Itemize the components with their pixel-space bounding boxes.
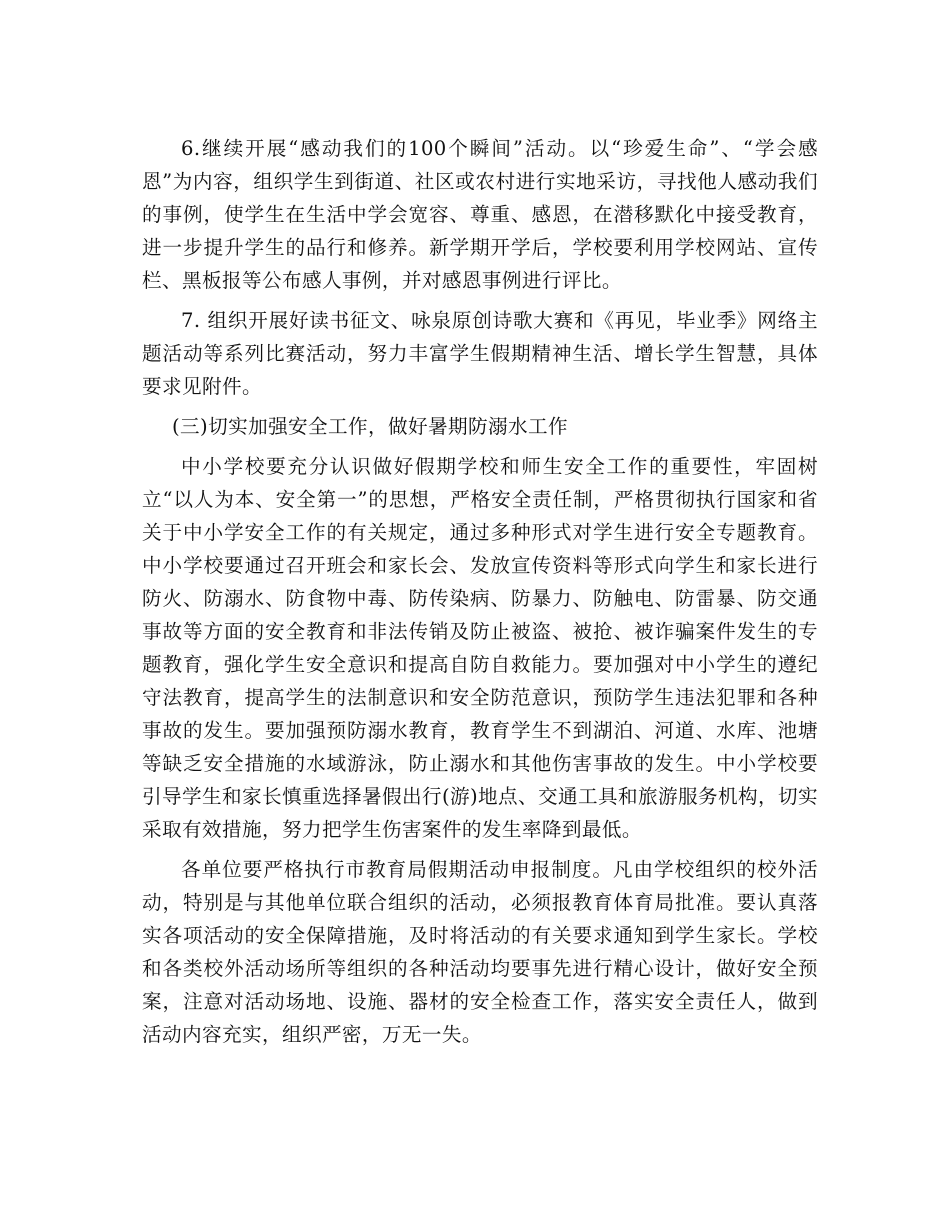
paragraph-activity-approval: 各单位要严格执行市教育局假期活动申报制度。凡由学校组织的校外活动，特别是与其他单位联合组织的活动，必须报教育体育局批准。要认真落实各项活动的安全保障措施，及时将活动的有关要求通知到学生家长。学校和各类校外活动场所等组织的各种活动均要事先进行精心设计，做好安全预案，注意对活动场地、设施、器材的安全检查工作，落实安全责任人，做到活动内容充实，组织严密，万无一失。 [142,858,818,1046]
paragraph-safety-education: 中小学校要充分认识做好假期学校和师生安全工作的重要性，牢固树立“以人为本、安全第一”的思想，严格安全责任制，严格贯彻执行国家和省关于中小学安全工作的有关规定，通过多种形式对学生进行安全专题教育。中小学校要通过召开班会和家长会、发放宣传资料等形式向学生和家长进行防火、防溺水、防食物中毒、防传染病、防暴力、防触电、防雷暴、防交通事故等方面的安全教育和非法传销及防止被盗、被抢、被诈骗案件发生的专题教育，强化学生安全意识和提高自防自救能力。要加强对中小学生的遵纪守法教育，提高学生的法制意识和安全防范意识，预防学生违法犯罪和各种事故的发生。要加强预防溺水教育，教育学生不到湖泊、河道、水库、池塘等缺乏安全措施的水域游泳，防止溺水和其他伤害事故的发生。中小学校要引导学生和家长慎重选择暑假出行(游)地点、交通工具和旅游服务机构，切实采取有效措施，努力把学生伤害案件的发生率降到最低。 [142,455,818,841]
section-heading-safety: (三)切实加强安全工作，做好暑期防溺水工作 [172,415,568,438]
paragraph-item-7: 7. 组织开展好读书征文、咏泉原创诗歌大赛和《再见，毕业季》网络主题活动等系列比赛活动，努力丰富学生假期精神生活、增长学生智慧，具体要求见附件。 [142,309,818,398]
document-body [142,132,818,1058]
paragraph-item-6: 6.继续开展“感动我们的100个瞬间”活动。以“珍爱生命”、“学会感恩”为内容，组织学生到街道、社区或农村进行实地采访，寻找他人感动我们的事例，使学生在生活中学会宽容、尊重、感恩，在潜移默化中接受教育，进一步提升学生的品行和修养。新学期开学后，学校要利用学校网站、宣传栏、黑板报等公布感人事例，并对感恩事例进行评比。 [142,137,818,292]
